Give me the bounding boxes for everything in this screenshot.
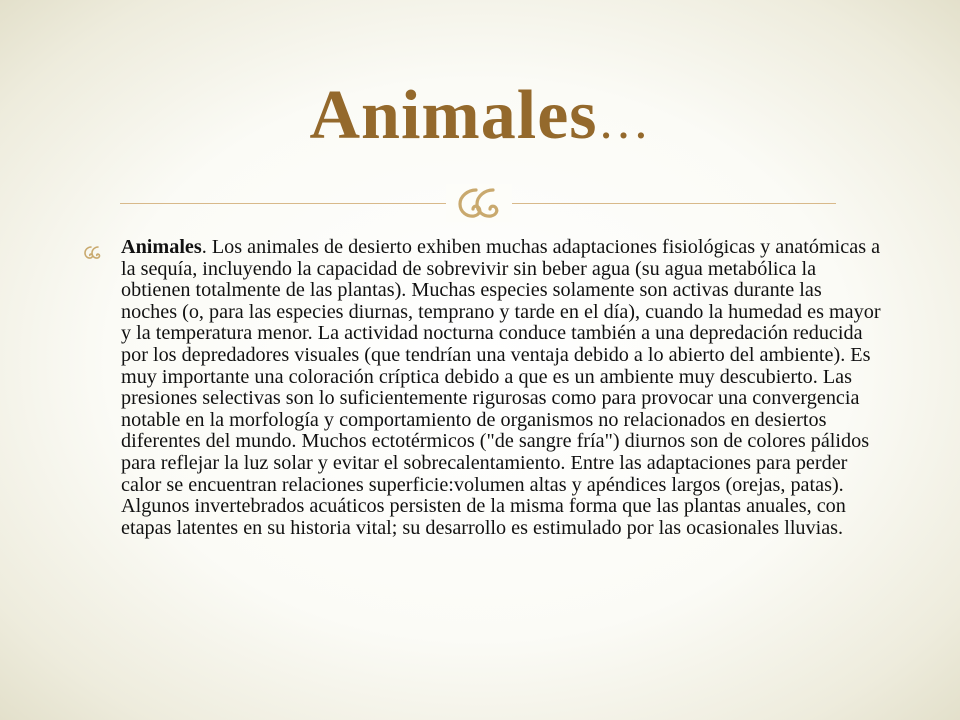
body-paragraph	[121, 237, 881, 539]
slide-title	[0, 76, 960, 156]
ornament-flourish-icon	[446, 184, 512, 222]
paragraph-lead: Animales	[121, 236, 202, 258]
title-ellipsis: …	[597, 93, 651, 150]
paragraph-text: . Los animales de desierto exhiben muchas adaptaciones fisiológicas y anatómicas a la sequía, incluyendo la capacidad de sobrevivir sin beber agua (su agua metabólica la obtienen totalmente de las plantas). Muchas especies solamente son activas durante las noches (o, para las especies diurnas, temprano y tarde en el día), cuando la humedad es mayor y la temperatura menor. La actividad nocturna conduce también a una depredación reducida por los depredadores visuales (que tendrían una ventaja debido a lo abierto del ambiente). Es muy importante una coloración críptica debido a que es un ambiente muy descubierto. Las presiones selectivas son lo suficientemente rigurosas como para provocar una convergencia notable en la morfología y comportamiento de organismos no relacionados en desiertos diferentes del mundo. Muchos ectotérmicos ("de sangre fría") diurnos son de colores pálidos para reflejar la luz solar y evitar el sobrecalentamiento. Entre las adaptaciones para perder calor se encuentran relaciones superficie:volumen altas y apéndices largos (orejas, patas). Algunos invertebrados acuáticos persisten de la misma forma que las plantas anuales, con etapas latentes en su historia vital; su desarrollo es estimulado por las ocasionales lluvias.	[121, 236, 881, 539]
title-text: Animales	[309, 77, 598, 154]
ornament-bullet-icon	[82, 243, 102, 263]
